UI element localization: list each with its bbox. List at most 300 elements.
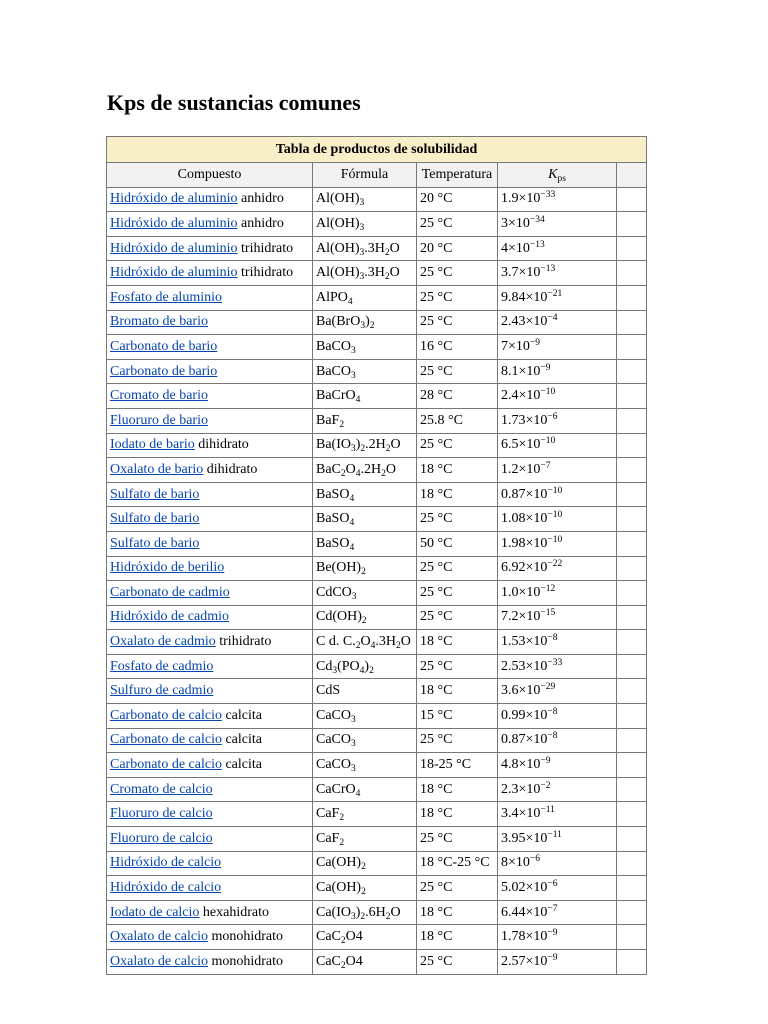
cell-compuesto [107,777,313,802]
table-row [107,777,647,802]
cell-temperatura: 18 °C [417,777,498,802]
compound-link[interactable]: Cromato de calcio [110,781,213,797]
table-row [107,876,647,901]
cell-compuesto [107,556,313,581]
table-row [107,261,647,286]
compound-link[interactable]: Sulfato de bario [110,511,200,527]
cell-kps [498,704,617,729]
kps-mantissa: 8.1×10 [501,363,541,379]
table-row [107,753,647,778]
kps-mantissa: 6.92×10 [501,560,548,576]
compound-link[interactable]: Carbonato de bario [110,363,218,379]
kps-mantissa: 7×10 [501,338,530,354]
kps-mantissa: 3.95×10 [501,830,548,846]
table-row [107,581,647,606]
cell-temperatura: 25 °C [417,950,498,975]
compound-link[interactable]: Hidróxido de cadmio [110,609,229,625]
kps-mantissa: 4×10 [501,240,530,256]
cell-formula: $Ba(IO_3)_2.2H_2O$ [313,433,417,458]
cell-formula: BaSO$_4$ [313,507,417,532]
cell-formula: $Al(OH)_3$ [313,187,417,212]
kps-mantissa: 3×10 [501,215,530,231]
table-caption: Tabla de productos de solubilidad [107,137,647,163]
cell-temperatura: 25 °C [417,556,498,581]
cell-formula: CaF$_2$ [313,827,417,852]
cell-compuesto [107,679,313,704]
cell-formula: $Al(OH)_3.3H_2O$ [313,261,417,286]
cell-empty [617,187,647,212]
kps-mantissa: 2.3×10 [501,781,541,797]
header-empty [617,163,647,188]
cell-empty [617,482,647,507]
cell-empty [617,630,647,655]
cell-formula: CaC$_2$O4 [313,950,417,975]
kps-exponent: −10 [547,534,563,545]
cell-kps [498,679,617,704]
table-row [107,285,647,310]
compound-suffix: monohidrato [207,953,283,969]
cell-formula: CaCO$_3$ [313,728,417,753]
kps-exponent: −33 [547,657,563,668]
cell-kps [498,753,617,778]
table-row [107,900,647,925]
cell-empty [617,900,647,925]
cell-kps [498,531,617,556]
kps-mantissa: 5.02×10 [501,880,548,896]
compound-suffix: calcita [221,732,262,748]
kps-exponent: −4 [547,313,558,324]
cell-temperatura: 15 °C [417,704,498,729]
cell-empty [617,605,647,630]
cell-formula: $Ca(OH)_2$ [313,851,417,876]
cell-compuesto [107,236,313,261]
kps-mantissa: 4.8×10 [501,757,541,773]
kps-exponent: −8 [547,633,558,644]
cell-formula: BaSO$_4$ [313,482,417,507]
table-row [107,187,647,212]
kps-mantissa: 6.5×10 [501,437,541,453]
compound-link[interactable]: Hidróxido de aluminio [110,215,238,231]
cell-temperatura: 18 °C [417,482,498,507]
cell-kps [498,925,617,950]
kps-exponent: −21 [547,288,563,299]
compound-link[interactable]: Carbonato de calcio [110,707,222,723]
cell-compuesto [107,285,313,310]
cell-kps [498,359,617,384]
kps-mantissa: 6.44×10 [501,904,548,920]
compound-suffix: monohidrato [207,929,283,945]
cell-temperatura: 25 °C [417,310,498,335]
compound-link[interactable]: Sulfuro de cadmio [110,683,214,699]
cell-empty [617,728,647,753]
compound-link[interactable]: Fosfato de aluminio [110,289,222,305]
cell-formula: $Ca(IO_3)_2.6H_2O$ [313,900,417,925]
cell-kps [498,458,617,483]
cell-temperatura: 25 °C [417,876,498,901]
kps-exponent: −15 [540,608,556,619]
kps-exponent: −2 [540,780,551,791]
cell-compuesto [107,704,313,729]
kps-exponent: −6 [547,411,558,422]
cell-temperatura: 25.8 °C [417,408,498,433]
cell-kps [498,827,617,852]
cell-formula: $Be(OH)_2$ [313,556,417,581]
compound-link[interactable]: Carbonato de bario [110,338,218,354]
cell-kps [498,851,617,876]
cell-empty [617,408,647,433]
cell-empty [617,679,647,704]
cell-formula: CaCO$_3$ [313,753,417,778]
page-title: Kps de sustancias comunes [107,90,361,115]
compound-link[interactable]: Hidróxido de berilio [110,560,225,576]
compound-link[interactable]: Hidróxido de aluminio [110,191,238,207]
cell-formula: CaF$_2$ [313,802,417,827]
cell-empty [617,827,647,852]
cell-kps [498,950,617,975]
cell-formula: CdCO$_3$ [313,581,417,606]
compound-link[interactable]: Fluoruro de bario [110,412,208,428]
kps-mantissa: 0.87×10 [501,486,548,502]
cell-formula: BaCO$_3$ [313,359,417,384]
cell-compuesto [107,753,313,778]
cell-empty [617,507,647,532]
cell-temperatura: 25 °C [417,261,498,286]
cell-kps [498,728,617,753]
cell-empty [617,261,647,286]
kps-exponent: −22 [547,559,563,570]
cell-compuesto [107,458,313,483]
cell-kps [498,310,617,335]
cell-empty [617,753,647,778]
cell-empty [617,384,647,409]
cell-empty [617,581,647,606]
kps-mantissa: 2.43×10 [501,314,548,330]
cell-empty [617,458,647,483]
cell-temperatura: 50 °C [417,531,498,556]
cell-kps [498,581,617,606]
cell-temperatura: 18 °C [417,802,498,827]
compound-link[interactable]: Carbonato de calcio [110,732,222,748]
cell-formula: C d. $C._2O_4.3H_2O$ [313,630,417,655]
table-row [107,704,647,729]
kps-mantissa: 8×10 [501,855,530,871]
cell-compuesto [107,900,313,925]
cell-compuesto [107,482,313,507]
cell-kps [498,900,617,925]
kps-exponent: −10 [547,510,563,521]
cell-formula: $Cd(OH)_2$ [313,605,417,630]
table-row [107,507,647,532]
kps-exponent: −10 [540,436,556,447]
cell-compuesto [107,335,313,360]
cell-compuesto [107,851,313,876]
table-row [107,236,647,261]
cell-kps [498,335,617,360]
table-body [107,187,647,974]
cell-kps [498,433,617,458]
cell-kps [498,236,617,261]
kps-exponent: −7 [540,460,551,471]
kps-exponent: −10 [540,387,556,398]
kps-exponent: −13 [540,264,556,275]
compound-suffix: dihidrato [194,437,249,453]
kps-exponent: −9 [540,362,551,373]
compound-link[interactable]: Sulfato de bario [110,535,200,551]
cell-kps [498,408,617,433]
cell-temperatura: 18 °C [417,900,498,925]
kps-mantissa: 2.4×10 [501,388,541,404]
compound-suffix: trihidrato [215,634,272,650]
compound-suffix: hexahidrato [199,904,269,920]
cell-kps [498,630,617,655]
cell-empty [617,531,647,556]
table-row [107,950,647,975]
compound-link[interactable]: Carbonato de cadmio [110,584,230,600]
compound-suffix: calcita [221,757,262,773]
cell-temperatura: 18 °C [417,630,498,655]
cell-empty [617,851,647,876]
table-row [107,212,647,237]
cell-temperatura: 25 °C [417,827,498,852]
compound-link[interactable]: Iodato de calcio [110,904,200,920]
kps-mantissa: 9.84×10 [501,289,548,305]
cell-temperatura: 18 °C [417,925,498,950]
cell-compuesto [107,507,313,532]
table-row [107,531,647,556]
cell-formula: $Ca(OH)_2$ [313,876,417,901]
cell-formula: BaCO$_3$ [313,335,417,360]
compound-suffix: trihidrato [237,240,294,256]
cell-formula: BaSO$_4$ [313,531,417,556]
cell-formula: CaCO$_3$ [313,704,417,729]
cell-empty [617,236,647,261]
table-row [107,851,647,876]
cell-formula: $Ba(BrO_3)_2$ [313,310,417,335]
cell-compuesto [107,581,313,606]
kps-exponent: −33 [540,190,556,201]
table-row [107,433,647,458]
cell-formula: BaCrO$_4$ [313,384,417,409]
cell-kps [498,556,617,581]
header-formula: Fórmula [313,163,417,188]
kps-exponent: −10 [547,485,563,496]
cell-kps [498,605,617,630]
cell-compuesto [107,187,313,212]
table-row [107,827,647,852]
cell-compuesto [107,950,313,975]
header-kps-subscript: ps [557,173,566,184]
header-kps [498,163,617,188]
kps-exponent: −29 [540,682,556,693]
cell-compuesto [107,802,313,827]
table-row [107,679,647,704]
kps-mantissa: 1.78×10 [501,929,548,945]
kps-mantissa: 3.6×10 [501,683,541,699]
cell-compuesto [107,408,313,433]
cell-compuesto [107,654,313,679]
table-row [107,605,647,630]
cell-compuesto [107,876,313,901]
kps-mantissa: 1.98×10 [501,535,548,551]
cell-temperatura: 25 °C [417,728,498,753]
compound-suffix: anhidro [237,191,284,207]
cell-compuesto [107,925,313,950]
cell-kps [498,285,617,310]
table-row [107,802,647,827]
cell-temperatura: 25 °C [417,433,498,458]
table-row [107,925,647,950]
kps-exponent: −11 [547,829,562,840]
compound-link[interactable]: Bromato de bario [110,314,208,330]
compound-link[interactable]: Oxalato de bario [110,461,204,477]
cell-temperatura: 16 °C [417,335,498,360]
cell-kps [498,212,617,237]
compound-suffix: anhidro [237,215,284,231]
table-row [107,384,647,409]
cell-formula: $Al(OH)_3.3H_2O$ [313,236,417,261]
kps-exponent: −6 [529,854,541,865]
table-row [107,482,647,507]
kps-exponent: −8 [547,731,558,742]
kps-mantissa: 1.08×10 [501,511,548,527]
cell-kps [498,482,617,507]
cell-kps [498,876,617,901]
cell-compuesto [107,212,313,237]
kps-mantissa: 1.2×10 [501,461,541,477]
cell-compuesto [107,728,313,753]
cell-compuesto [107,310,313,335]
cell-formula: $Cd_3(PO_4)_2$ [313,654,417,679]
cell-compuesto [107,531,313,556]
table-row [107,630,647,655]
cell-temperatura: 25 °C [417,212,498,237]
cell-temperatura: 25 °C [417,359,498,384]
kps-mantissa: 2.53×10 [501,658,548,674]
cell-empty [617,433,647,458]
kps-mantissa: 1.53×10 [501,634,548,650]
cell-empty [617,925,647,950]
compound-link[interactable]: Carbonato de calcio [110,757,222,773]
header-kps-symbol: K [548,166,558,182]
kps-exponent: −12 [540,583,556,594]
cell-formula: AlPO$_4$ [313,285,417,310]
table-row [107,654,647,679]
compound-link[interactable]: Oxalato de cadmio [110,634,216,650]
kps-mantissa: 3.4×10 [501,806,541,822]
table-row [107,556,647,581]
cell-kps [498,187,617,212]
kps-exponent: −34 [529,214,545,225]
compound-link[interactable]: Cromato de bario [110,388,208,404]
cell-formula: CdS [313,679,417,704]
kps-exponent: −7 [547,903,558,914]
cell-temperatura: 25 °C [417,605,498,630]
table-row [107,408,647,433]
table-row [107,310,647,335]
cell-empty [617,802,647,827]
cell-empty [617,556,647,581]
table-row [107,335,647,360]
cell-empty [617,285,647,310]
compound-link[interactable]: Hidróxido de calcio [110,855,222,871]
compound-link[interactable]: Fluoruro de calcio [110,830,213,846]
cell-temperatura: 25 °C [417,581,498,606]
kps-mantissa: 1.9×10 [501,191,541,207]
kps-mantissa: 0.99×10 [501,707,548,723]
compound-suffix: trihidrato [237,265,294,281]
cell-kps [498,384,617,409]
kps-exponent: −8 [547,706,558,717]
table-row [107,458,647,483]
table-row [107,728,647,753]
cell-temperatura: 20 °C [417,236,498,261]
cell-empty [617,876,647,901]
compound-link[interactable]: Oxalato de calcio [110,929,208,945]
cell-empty [617,310,647,335]
header-temperatura: Temperatura [417,163,498,188]
cell-formula: BaF$_2$ [313,408,417,433]
cell-compuesto [107,827,313,852]
compound-link[interactable]: Hidróxido de calcio [110,880,222,896]
kps-exponent: −6 [547,879,558,890]
cell-temperatura: 18 °C [417,679,498,704]
cell-temperatura: 18-25 °C [417,753,498,778]
cell-temperatura: 20 °C [417,187,498,212]
cell-empty [617,777,647,802]
cell-kps [498,261,617,286]
cell-kps [498,802,617,827]
cell-kps [498,777,617,802]
compound-link[interactable]: Fosfato de cadmio [110,658,214,674]
header-compuesto: Compuesto [107,163,313,188]
table-row [107,359,647,384]
compound-link[interactable]: Sulfato de bario [110,486,200,502]
kps-exponent: −11 [540,805,555,816]
kps-exponent: −9 [540,756,551,767]
compound-suffix: dihidrato [203,461,258,477]
compound-link[interactable]: Hidróxido de aluminio [110,240,238,256]
kps-mantissa: 2.57×10 [501,953,548,969]
kps-mantissa: 3.7×10 [501,265,541,281]
solubility-table [106,136,647,975]
cell-compuesto [107,359,313,384]
kps-mantissa: 1.0×10 [501,584,541,600]
cell-kps [498,654,617,679]
compound-link[interactable]: Oxalato de calcio [110,953,208,969]
compound-link[interactable]: Iodato de bario [110,437,195,453]
kps-mantissa: 7.2×10 [501,609,541,625]
kps-mantissa: 0.87×10 [501,732,548,748]
cell-compuesto [107,384,313,409]
cell-temperatura: 28 °C [417,384,498,409]
cell-compuesto [107,433,313,458]
cell-compuesto [107,605,313,630]
cell-temperatura: 25 °C [417,285,498,310]
cell-compuesto [107,630,313,655]
cell-formula: CaCrO$_4$ [313,777,417,802]
cell-empty [617,654,647,679]
compound-link[interactable]: Hidróxido de aluminio [110,265,238,281]
kps-exponent: −9 [547,928,558,939]
cell-kps [498,507,617,532]
kps-exponent: −13 [529,239,545,250]
kps-exponent: −9 [547,952,558,963]
cell-temperatura: 18 °C [417,458,498,483]
cell-temperatura: 25 °C [417,507,498,532]
cell-formula: $Al(OH)_3$ [313,212,417,237]
compound-link[interactable]: Fluoruro de calcio [110,806,213,822]
compound-suffix: calcita [221,707,262,723]
